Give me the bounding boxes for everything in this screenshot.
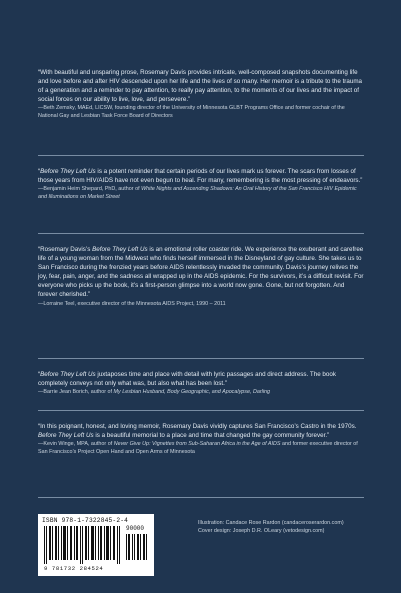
isbn-number: ISBN 978-1-7322845-2-4 [42, 517, 129, 524]
blurb-winge [38, 422, 364, 456]
blurb-attribution: —Kevin Winge, MPA, author of Never Give Up: Vignettes from Sub-Saharan Africa in the Age of AIDS and former executive director of San Francisco’s Project Open Hand and Open Arms of Minnesota [38, 441, 358, 455]
divider [38, 497, 364, 498]
book-title: Before They Left Us [40, 371, 96, 378]
price-code: 90000 [126, 525, 145, 532]
price-barcode-icon [126, 534, 148, 560]
blurb-text: “Before They Left Us is a potent reminder that certain periods of our lives mark us forever. The scars from losses of those years from HIV/AIDS have not even begun to heal. For many, remembering is the most pressing of endeavors.” [38, 168, 363, 185]
isbn-barcode [38, 514, 154, 576]
blurb-shepard [38, 167, 364, 201]
cover-credits [198, 519, 344, 536]
blurb-text: “In this poignant, honest, and loving memoir, Rosemary Davis vividly captures San Francisco’s Castro in the 1970s. Before They Left Us is a beautiful memorial to a place and time that changed the gay community forever.” [38, 423, 357, 440]
divider [38, 155, 364, 156]
divider [38, 233, 364, 234]
illustration-credit: Illustration: Candace Rose Rardon (candaceroserardon.com) [198, 520, 344, 526]
blurb-text: “With beautiful and unsparing prose, Rosemary Davis provides intricate, well-composed snapshots documenting life and love before and after HIV descended upon her life and the lives of so many. Her memoir is a tribute to the trauma of a generation and a reminder to pay attention, to really pay attention, to the moments of our lives and the impact of social forces on our ability to live, love, and persevere.” [38, 69, 363, 104]
book-title: Before They Left Us [40, 168, 96, 175]
blurb-text: “Before They Left Us juxtaposes time and place with detail with lyric passages and direct address. The book completely conveys not only what was, but also what has been lost.” [38, 371, 336, 388]
blurb-borich [38, 370, 364, 397]
blurb-teel [38, 245, 364, 308]
barcode-bars-icon [44, 526, 122, 564]
divider [38, 358, 364, 359]
divider [38, 410, 364, 411]
blurb-attribution: —Lorraine Teel, executive director of the Minnesota AIDS Project, 1990 – 2011 [38, 300, 226, 307]
barcode-digits: 9 781732 284524 [44, 565, 104, 572]
blurb-attribution: —Barrie Jean Borich, author of My Lesbian Husband, Body Geographic, and Apocalypse, Darling [38, 389, 271, 396]
book-title: Before They Left Us [92, 246, 148, 253]
blurb-attribution: —Beth Zemsky, MAEd, LICSW, founding director of the University of Minnesota GLBT Programs Office and former cochair of the National Gay and Lesbian Task Force Board of Directors [38, 105, 345, 119]
book-title: Before They Left Us [38, 432, 94, 440]
blurb-attribution: —Benjamin Heim Shepard, PhD, author of White Nights and Ascending Shadows: An Oral History of the San Francisco HIV Epidemic and Illuminations on Market Street [38, 186, 357, 200]
blurb-zemsky [38, 68, 364, 121]
design-credit: Cover design: Joseph D.R. OLeary (vetodesign.com) [198, 528, 325, 535]
blurb-text: “Rosemary Davis’s Before They Left Us is an emotional roller coaster ride. We experience the exuberant and carefree life of a young woman from the Midwest who finds herself immersed in the Disneyland of gay culture. She takes us to San Francisco during the frenzied years before AIDS relentlessly invaded the community. Davis’s journey relives the joy, fear, pain, anger, and the sadness all wrapped up in the AIDS epidemic. For the survivors, it’s a difficult revisit. For everyone who picks up the book, it’s a first-person glimpse into a world now gone. Gone, but not forgotten. And forever cherished.” [38, 246, 364, 299]
